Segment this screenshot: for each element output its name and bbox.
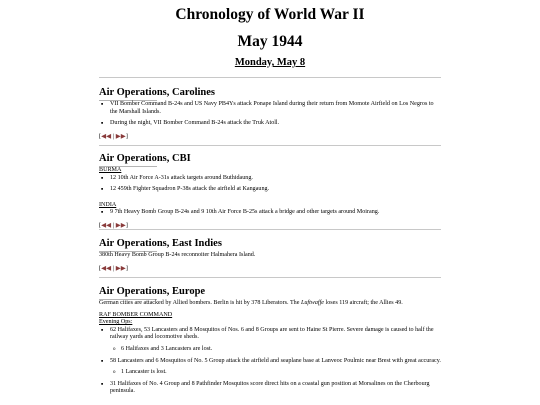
list-item: ■ 58 Lancasters and 6 Mosquitos of No. 5 Group attack the airfield and seaplane base at Lanveoc Poulmic near Brest with great accuracy. [99,358,441,366]
sub-list-item: o 6 Halifaxes and 3 Lancasters are lost. [99,346,441,354]
nav-links: [◀◀ | ▶▶] [99,132,128,140]
prev-arrow-icon[interactable]: ◀◀ [101,264,112,272]
list-item: ■ 62 Halifaxes, 53 Lancasters and 8 Mosquitos of Nos. 6 and 8 Groups are sent to Haine St Pierre. Severe damage is caused to half the railway yards and locomotive sheds. [99,327,441,342]
next-arrow-icon[interactable]: ▶▶ [115,264,126,272]
section-europe [99,286,441,396]
item-list [99,209,441,217]
section-text: German cities are attacked by Allied bombers. Berlin is hit by 378 Liberators. The Luftwaffe loses 119 aircraft; the Allies 49. [99,300,403,306]
section-heading: Air Operations, East Indies [99,238,222,249]
section-carolines [99,87,441,141]
section-cbi [99,153,441,230]
date-heading: Monday, May 8 [234,57,306,68]
divider [99,277,441,278]
sub-list-item: o 1 Lancaster is lost. [99,369,441,377]
page-subtitle: May 1944 [237,33,303,50]
prev-arrow-icon[interactable]: ◀◀ [101,132,112,140]
divider [99,229,441,230]
divider [99,145,441,146]
list-item: ■ 12 459th Fighter Squadron P-38s attack the airfield at Kangaung. [99,186,441,194]
item-list [99,327,441,396]
subheading: RAF BOMBER COMMAND [99,311,173,318]
nav-links: [◀◀ | ▶▶] [99,221,128,229]
list-item: ■ 12 10th Air Force A-31s attack targets around Buthidaung. [99,175,441,183]
subheading: BURMA [99,167,122,173]
section-heading: Air Operations, Europe [99,286,206,297]
prev-arrow-icon[interactable]: ◀◀ [101,221,112,229]
divider [99,77,441,78]
item-list [99,175,441,194]
next-arrow-icon[interactable]: ▶▶ [115,132,126,140]
section-east-indies [99,238,441,273]
section-text: 380th Heavy Bomb Group B-24s reconnoiter Halmahera Island. [99,252,256,258]
list-item: ■ 9 7th Heavy Bomb Group B-24s and 9 10th Air Force B-25s attack a bridge and other targets around Moirang. [99,209,441,217]
list-item: ■ During the night, VII Bomber Command B-24s attack the Truk Atoll. [99,120,441,128]
section-heading: Air Operations, CBI [99,153,191,164]
page-title: Chronology of World War II [175,6,365,23]
next-arrow-icon[interactable]: ▶▶ [115,221,126,229]
section-heading: Air Operations, Carolines [99,87,215,98]
item-list [99,101,441,128]
list-item: ■ 31 Halifaxes of No. 4 Group and 8 Pathfinder Mosquitos score direct hits on a coastal gun position at Morsalines on the Cherbourg peninsula. [99,381,441,396]
subheading: INDIA [99,201,117,208]
subheading: Evening Ops: [99,319,133,326]
list-item: ■ VII Bomber Command B-24s and US Navy PB4Ys attack Ponape Island during their return from Momote Airfield on Los Negros to the Marshall Islands. [99,101,441,116]
nav-links: [◀◀ | ▶▶] [99,264,128,272]
